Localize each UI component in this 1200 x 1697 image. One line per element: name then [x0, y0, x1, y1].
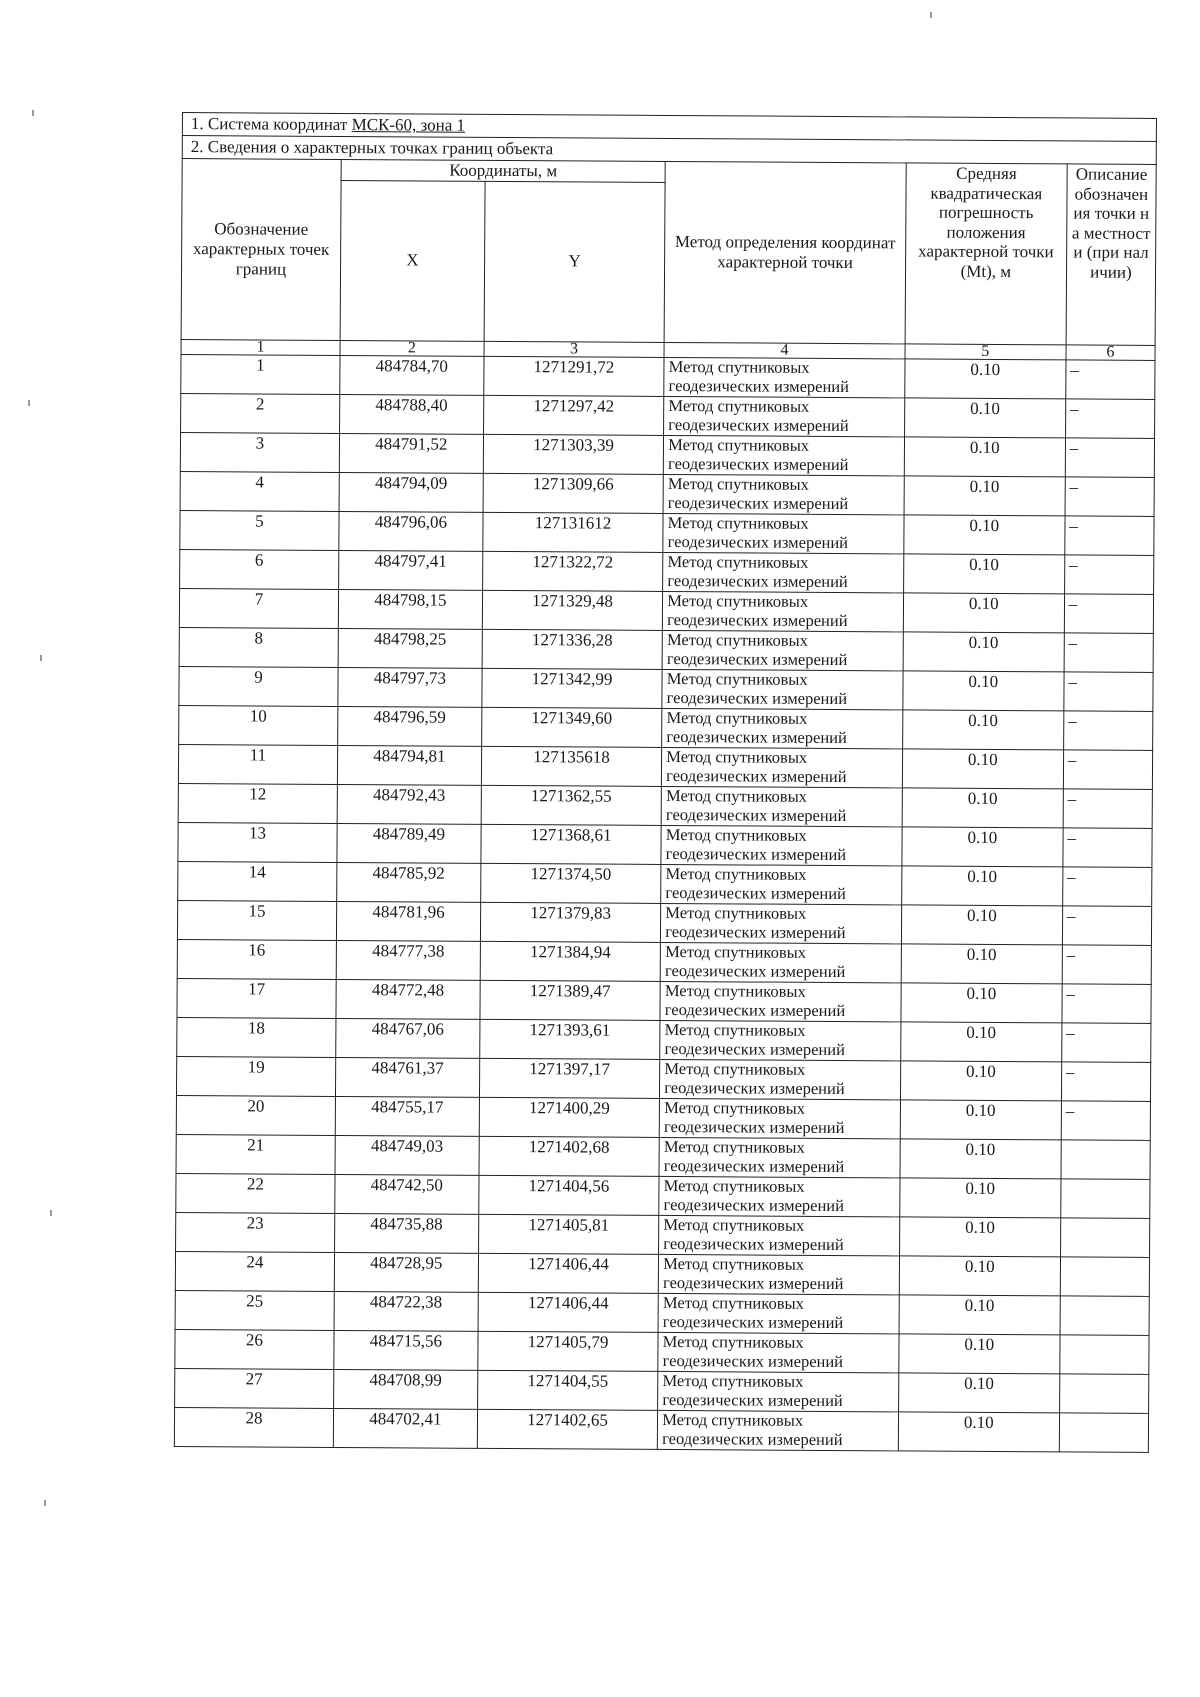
description: – — [1064, 671, 1153, 711]
method: Метод спутниковых геодезических измерений — [661, 864, 902, 904]
header-point: Обозначение характерных точек границ — [181, 159, 341, 341]
accuracy: 0.10 — [899, 1294, 1060, 1334]
accuracy: 0.10 — [902, 709, 1063, 749]
point-number: 2 — [181, 393, 340, 433]
point-number: 26 — [175, 1329, 334, 1369]
coord-x: 484796,59 — [338, 706, 482, 746]
point-number: 27 — [175, 1368, 334, 1408]
scan-mark — [28, 400, 30, 406]
description — [1059, 1373, 1148, 1413]
point-number: 20 — [176, 1095, 335, 1135]
table-row — [180, 510, 1154, 555]
coord-system-prefix: 1. Система координат — [190, 114, 352, 135]
description: – — [1063, 710, 1152, 750]
coord-y: 1271400,29 — [479, 1097, 660, 1137]
accuracy: 0.10 — [901, 904, 1062, 944]
coord-x: 484796,06 — [339, 511, 483, 551]
table-row — [174, 1407, 1148, 1452]
method: Метод спутниковых геодезических измерений — [662, 747, 903, 787]
description — [1061, 1178, 1150, 1218]
scan-mark — [32, 110, 34, 116]
point-number: 13 — [178, 822, 337, 862]
coord-x: 484797,73 — [338, 667, 482, 707]
table-row — [179, 666, 1153, 711]
coord-x: 484792,43 — [337, 784, 481, 824]
point-number: 4 — [180, 471, 339, 511]
table-row — [176, 1173, 1150, 1218]
table-row — [175, 1290, 1149, 1335]
accuracy: 0.10 — [900, 1138, 1061, 1178]
table-row — [177, 900, 1151, 945]
header-coordinates: Координаты, м — [341, 159, 665, 182]
method: Метод спутниковых геодезических измерений — [661, 786, 902, 826]
method: Метод спутниковых геодезических измерений — [658, 1371, 899, 1411]
column-number: 1 — [181, 339, 340, 355]
point-number: 15 — [177, 900, 336, 940]
column-number: 2 — [340, 340, 484, 356]
point-number: 3 — [180, 432, 339, 472]
accuracy: 0.10 — [900, 1099, 1061, 1139]
table-row — [179, 627, 1153, 672]
coord-y: 1271389,47 — [480, 980, 661, 1020]
point-number: 19 — [176, 1056, 335, 1096]
point-number: 5 — [180, 510, 339, 550]
coord-y: 1271402,65 — [477, 1409, 658, 1449]
method: Метод спутниковых геодезических измерений — [659, 1215, 900, 1255]
description: – — [1064, 554, 1153, 594]
table-row — [177, 1017, 1151, 1062]
accuracy: 0.10 — [903, 553, 1064, 593]
method: Метод спутниковых геодезических измерений — [660, 1059, 901, 1099]
method: Метод спутниковых геодезических измерений — [661, 825, 902, 865]
method: Метод спутниковых геодезических измерений — [660, 981, 901, 1021]
method: Метод спутниковых геодезических измерений — [662, 669, 903, 709]
accuracy: 0.10 — [898, 1372, 1059, 1412]
column-number: 6 — [1066, 344, 1155, 360]
description: – — [1062, 983, 1151, 1023]
point-number: 12 — [178, 783, 337, 823]
method: Метод спутниковых геодезических измерений — [661, 903, 902, 943]
description: – — [1062, 905, 1151, 945]
point-number: 6 — [180, 549, 339, 589]
coord-x: 484794,81 — [337, 745, 481, 785]
coord-y: 1271368,61 — [481, 824, 662, 864]
point-number: 25 — [175, 1290, 334, 1330]
description: – — [1062, 944, 1151, 984]
coord-x: 484794,09 — [339, 472, 483, 512]
point-number: 8 — [179, 627, 338, 667]
accuracy: 0.10 — [903, 631, 1064, 671]
header-description: Описание обозначения точки на местности (при наличии) — [1066, 164, 1156, 345]
method: Метод спутниковых геодезических измерений — [659, 1176, 900, 1216]
coord-y: 127131612 — [483, 512, 664, 552]
description: – — [1063, 749, 1152, 789]
method: Метод спутниковых геодезических измерений — [663, 552, 904, 592]
coord-x: 484784,70 — [340, 355, 484, 395]
point-number: 9 — [179, 666, 338, 706]
table-row — [176, 1056, 1150, 1101]
header-method: Метод определения координат характерной точки — [664, 161, 906, 343]
coord-x: 484767,06 — [336, 1018, 480, 1058]
table-row — [175, 1251, 1149, 1296]
coord-x: 484788,40 — [339, 394, 483, 434]
accuracy: 0.10 — [904, 475, 1065, 515]
method: Метод спутниковых геодезических измерений — [664, 357, 905, 397]
table-row — [178, 861, 1152, 906]
method: Метод спутниковых геодезических измерений — [659, 1254, 900, 1294]
description: – — [1065, 476, 1154, 516]
coord-y: 1271397,17 — [479, 1058, 660, 1098]
accuracy: 0.10 — [899, 1333, 1060, 1373]
description: – — [1061, 1061, 1150, 1101]
section-title: 2. Сведения о характерных точках границ объекта — [182, 136, 1156, 165]
point-number: 7 — [179, 588, 338, 628]
accuracy: 0.10 — [904, 514, 1065, 554]
description: – — [1062, 1022, 1151, 1062]
coord-x: 484789,49 — [337, 823, 481, 863]
coord-y: 1271309,66 — [483, 473, 664, 513]
method: Метод спутниковых геодезических измерений — [663, 513, 904, 553]
method: Метод спутниковых геодезических измерений — [660, 1020, 901, 1060]
point-number: 21 — [176, 1134, 335, 1174]
coord-y: 1271303,39 — [483, 434, 664, 474]
coord-y: 1271291,72 — [484, 356, 665, 396]
coord-y: 1271379,83 — [480, 902, 661, 942]
scan-mark — [50, 1210, 52, 1216]
coord-x: 484742,50 — [335, 1174, 479, 1214]
table-row — [176, 1212, 1150, 1257]
accuracy: 0.10 — [903, 670, 1064, 710]
point-number: 28 — [174, 1407, 333, 1447]
accuracy: 0.10 — [901, 943, 1062, 983]
method: Метод спутниковых геодезических измерений — [659, 1098, 900, 1138]
method: Метод спутниковых геодезических измерений — [664, 435, 905, 475]
coord-y: 1271406,44 — [478, 1253, 659, 1293]
boundary-points-table — [174, 112, 1157, 1452]
coord-x: 484722,38 — [334, 1291, 478, 1331]
coord-y: 1271405,79 — [478, 1331, 659, 1371]
method: Метод спутниковых геодезических измерений — [662, 708, 903, 748]
description: – — [1064, 593, 1153, 633]
accuracy: 0.10 — [905, 358, 1066, 398]
method: Метод спутниковых геодезических измерений — [658, 1410, 899, 1450]
table-row — [177, 978, 1151, 1023]
coord-y: 1271374,50 — [480, 863, 661, 903]
point-number: 1 — [181, 354, 340, 394]
coord-x: 484749,03 — [335, 1135, 479, 1175]
coord-x: 484728,95 — [334, 1252, 478, 1292]
method: Метод спутниковых геодезических измерений — [663, 474, 904, 514]
coord-y: 1271384,94 — [480, 941, 661, 981]
coord-y: 1271404,55 — [477, 1370, 658, 1410]
scan-mark — [930, 12, 932, 18]
points-body — [174, 354, 1155, 1452]
table-row — [179, 588, 1153, 633]
header-accuracy: Средняя квадратическая погрешность положения характерной точки (Mt), м — [905, 163, 1067, 345]
description: – — [1063, 788, 1152, 828]
coord-y: 1271336,28 — [482, 629, 663, 669]
table-row — [180, 432, 1154, 477]
table-row — [175, 1329, 1149, 1374]
description — [1059, 1412, 1148, 1452]
table-row — [180, 471, 1154, 516]
table-row — [178, 783, 1152, 828]
point-number: 17 — [177, 978, 336, 1018]
accuracy: 0.10 — [902, 748, 1063, 788]
point-number: 23 — [176, 1212, 335, 1252]
coord-system-value: МСК-60, зона 1 — [351, 115, 466, 135]
table-row — [177, 939, 1151, 984]
accuracy: 0.10 — [901, 865, 1062, 905]
coord-y: 1271406,44 — [478, 1292, 659, 1332]
accuracy: 0.10 — [898, 1411, 1059, 1451]
coord-y: 127135618 — [481, 746, 662, 786]
coord-x: 484785,92 — [337, 862, 481, 902]
coord-y: 1271329,48 — [482, 590, 663, 630]
accuracy: 0.10 — [902, 826, 1063, 866]
method: Метод спутниковых геодезических измерений — [660, 942, 901, 982]
coord-x: 484761,37 — [335, 1057, 479, 1097]
column-number: 4 — [664, 342, 905, 358]
coord-y: 1271362,55 — [481, 785, 662, 825]
accuracy: 0.10 — [902, 787, 1063, 827]
accuracy: 0.10 — [901, 982, 1062, 1022]
scan-mark — [44, 1500, 46, 1506]
point-number: 18 — [177, 1017, 336, 1057]
coord-y: 1271322,72 — [482, 551, 663, 591]
coord-x: 484798,15 — [338, 589, 482, 629]
point-number: 10 — [179, 705, 338, 745]
accuracy: 0.10 — [900, 1177, 1061, 1217]
coord-y: 1271342,99 — [482, 668, 663, 708]
coord-y: 1271349,60 — [481, 707, 662, 747]
method: Метод спутниковых геодезических измерений — [659, 1137, 900, 1177]
coord-x: 484735,88 — [334, 1213, 478, 1253]
description: – — [1066, 359, 1155, 399]
description: – — [1062, 866, 1151, 906]
column-number: 3 — [484, 341, 664, 357]
method: Метод спутниковых геодезических измерений — [662, 630, 903, 670]
table-row — [179, 705, 1153, 750]
description — [1060, 1295, 1149, 1335]
table-row — [178, 822, 1152, 867]
accuracy: 0.10 — [900, 1021, 1061, 1061]
table-row — [175, 1368, 1149, 1413]
description: – — [1065, 437, 1154, 477]
description: – — [1065, 515, 1154, 555]
scan-mark — [40, 655, 42, 661]
method: Метод спутниковых геодезических измерений — [658, 1332, 899, 1372]
point-number: 22 — [176, 1173, 335, 1213]
coord-y: 1271297,42 — [483, 395, 664, 435]
coord-x: 484777,38 — [336, 940, 480, 980]
table-row — [181, 354, 1155, 399]
description: – — [1061, 1100, 1150, 1140]
header-x: X — [340, 180, 485, 341]
header-y: Y — [484, 181, 665, 342]
point-number: 24 — [175, 1251, 334, 1291]
coord-x: 484791,52 — [339, 433, 483, 473]
description — [1060, 1217, 1149, 1257]
description: – — [1064, 632, 1153, 672]
table-row — [181, 393, 1155, 438]
point-number: 14 — [178, 861, 337, 901]
description: – — [1065, 398, 1154, 438]
description — [1060, 1256, 1149, 1296]
point-number: 11 — [178, 744, 337, 784]
coord-y: 1271405,81 — [478, 1214, 659, 1254]
coord-y: 1271402,68 — [479, 1136, 660, 1176]
accuracy: 0.10 — [899, 1216, 1060, 1256]
table-row — [176, 1095, 1150, 1140]
method: Метод спутниковых геодезических измерений — [663, 591, 904, 631]
accuracy: 0.10 — [904, 436, 1065, 476]
coord-y: 1271404,56 — [479, 1175, 660, 1215]
coord-x: 484798,25 — [338, 628, 482, 668]
table-row — [176, 1134, 1150, 1179]
accuracy: 0.10 — [903, 592, 1064, 632]
coord-x: 484702,41 — [333, 1408, 477, 1448]
table-row — [180, 549, 1154, 594]
accuracy: 0.10 — [900, 1060, 1061, 1100]
point-number: 16 — [177, 939, 336, 979]
coord-x: 484772,48 — [336, 979, 480, 1019]
column-number: 5 — [905, 343, 1066, 359]
accuracy: 0.10 — [904, 397, 1065, 437]
method: Метод спутниковых геодезических измерений — [664, 396, 905, 436]
accuracy: 0.10 — [899, 1255, 1060, 1295]
coord-y: 1271393,61 — [480, 1019, 661, 1059]
coord-x: 484715,56 — [334, 1330, 478, 1370]
coord-x: 484797,41 — [339, 550, 483, 590]
coord-x: 484755,17 — [335, 1096, 479, 1136]
description: – — [1063, 827, 1152, 867]
description — [1060, 1334, 1149, 1374]
coord-x: 484781,96 — [336, 901, 480, 941]
coord-x: 484708,99 — [334, 1369, 478, 1409]
description — [1061, 1139, 1150, 1179]
table-row — [178, 744, 1152, 789]
method: Метод спутниковых геодезических измерений — [658, 1293, 899, 1333]
